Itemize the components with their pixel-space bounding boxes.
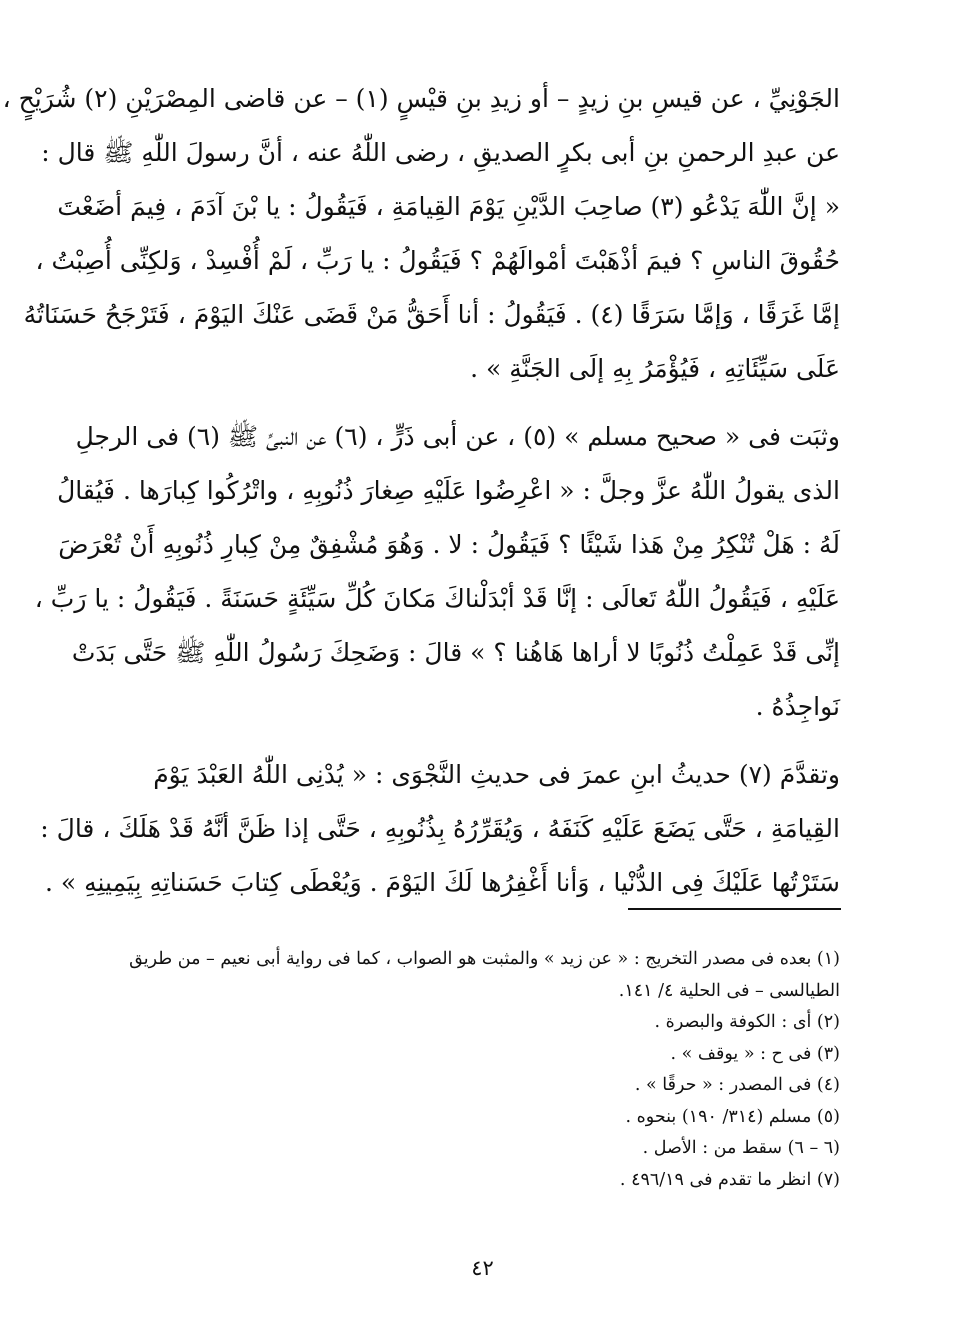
footnote: (٦ – ٦) سقط من : الأصل .: [642, 1138, 840, 1158]
paragraph-1: [2, 72, 840, 396]
text-line: وثبَت فى « صحيح مسلم » (٥) ، عن أبى ذَرٍّ ، (٦) عن النبىِّ ﷺ (٦) فى الرجلِ: [75, 422, 840, 451]
text-line: إنِّى قَدْ عَمِلْتُ ذُنُوبًا لا أراها هَاهُنا ؟ » قالَ : وَضَحِكَ رَسُولُ اللّٰهِ ﷺ حَتَّى بَدَتْ: [71, 638, 840, 667]
footnote: (٧) انظر ما تقدم فى ٤٩٦/١٩ .: [619, 1169, 840, 1190]
paragraph-2: [34, 410, 840, 734]
text-line: عَلَى سَيِّئَاتِهِ ، فَيُؤْمَرُ بِهِ إلَى الجَنَّةِ » .: [470, 354, 840, 383]
footnote: (٣) فى ح : « يوقف » .: [670, 1043, 840, 1064]
text-line: سَتَرْتُها عَلَيْكَ فِى الدُّنْيا ، وَأنا أَغْفِرُها لَكَ اليَوْمَ . وَيُعْطَى كِتابَ حَسَناتِهِ بِيَمِينِهِ » .: [44, 868, 840, 897]
text-line: الذى يقولُ اللّٰهُ عزَّ وجلَّ : « اعْرِضُوا عَلَيْهِ صِغارَ ذُنُوبِهِ ، واتْرُكُوا كِبارَها . فَيُقالُ: [57, 476, 840, 505]
footnotes: [128, 944, 840, 1196]
footnote: (١) بعده فى مصدر التخريج : « عن زيد » والمثبت هو الصواب ، كما فى رواية أبى نعيم – من طريق: [129, 949, 840, 969]
footnote: الطيالسى – فى الحلية ٤/ ١٤١.: [618, 980, 840, 1001]
footnote: (٥) مسلم (٣١٤/ ١٩٠) بنحوه .: [625, 1106, 840, 1127]
text-line: إمَّا غَرَقًا ، وَإمَّا سَرَقًا (٤) . فَيَقُولُ : أنا أَحَقُّ مَنْ قَضَى عَنْكَ اليَوْمَ ، فَتَرْجَحُ حَسَنَاتُهُ: [23, 300, 840, 329]
text-line: حُقُوقَ الناسِ ؟ فيمَ أذْهَبْتَ أمْوالَهُمْ ؟ فَيَقُولُ : يا رَبِّ ، لَمْ أُفْسِدْ ، وَلكِنِّى أُصِبْتُ ،: [35, 246, 840, 275]
text-line: عَلَيْهِ ، فَيَقُولُ اللّٰهُ تَعالَى : إنَّا قَدْ أبْدَلْناكَ مَكانَ كُلِّ سَيِّئَةٍ حَسَنَةً . فَيَقُولُ : يا رَبِّ ،: [34, 584, 840, 613]
paragraph-3: [40, 748, 840, 910]
footnote-divider: [628, 908, 841, 910]
page-number: ٤٢: [471, 1256, 494, 1280]
text-line: « إنَّ اللّٰهَ يَدْعُو (٣) صاحِبَ الدَّيْنِ يَوْمَ القِيامَةِ ، فَيَقُولُ : يا بْنَ آدَمَ ، فِيمَ أضَعْتَ: [57, 192, 840, 221]
text-line: القِيامَةِ ، حَتَّى يَضَعَ عَلَيْهِ كَنَفَهُ ، وَيُقَرِّرُهُ بِذُنُوبِهِ ، حَتَّى إذا ظَنَّ أنَّهُ قَدْ هَلَكَ ، قالَ :: [40, 814, 840, 843]
footnote: (٢) أى : الكوفة والبصرة .: [654, 1012, 840, 1032]
main-text: [2, 72, 840, 910]
text-line: الجَوْنِيِّ ، عن قيسِ بنِ زيدٍ – أو زيدِ بنِ قيْسٍ (١) – عن قاضى المِصْرَيْنِ (٢) شُرَيْحٍ ،: [2, 84, 840, 113]
footnote: (٤) فى المصدر : « حرقًا » .: [634, 1075, 840, 1095]
text-line: عن عبدِ الرحمنِ بنِ أبى بكرٍ الصديقِ ، رضى اللّٰهُ عنه ، أنَّ رسولَ اللّٰهِ ﷺ قال :: [41, 138, 840, 167]
text-line: وتقدَّمَ (٧) حديثُ ابنِ عمرَ فى حديثِ النَّجْوَى : « يُدْنِى اللّٰهُ العَبْدَ يَوْمَ: [153, 760, 840, 789]
text-line: نَواجِذُهُ .: [755, 692, 840, 721]
text-line: لَهُ : هَلْ تُنْكِرُ مِنْ هَذا شَيْئًا ؟ فَيَقُولُ : لا . وَهُوَ مُشْفِقٌ مِنْ كِبارِ ذُنُوبِهِ أَنْ تُعْرَضَ: [58, 530, 840, 559]
